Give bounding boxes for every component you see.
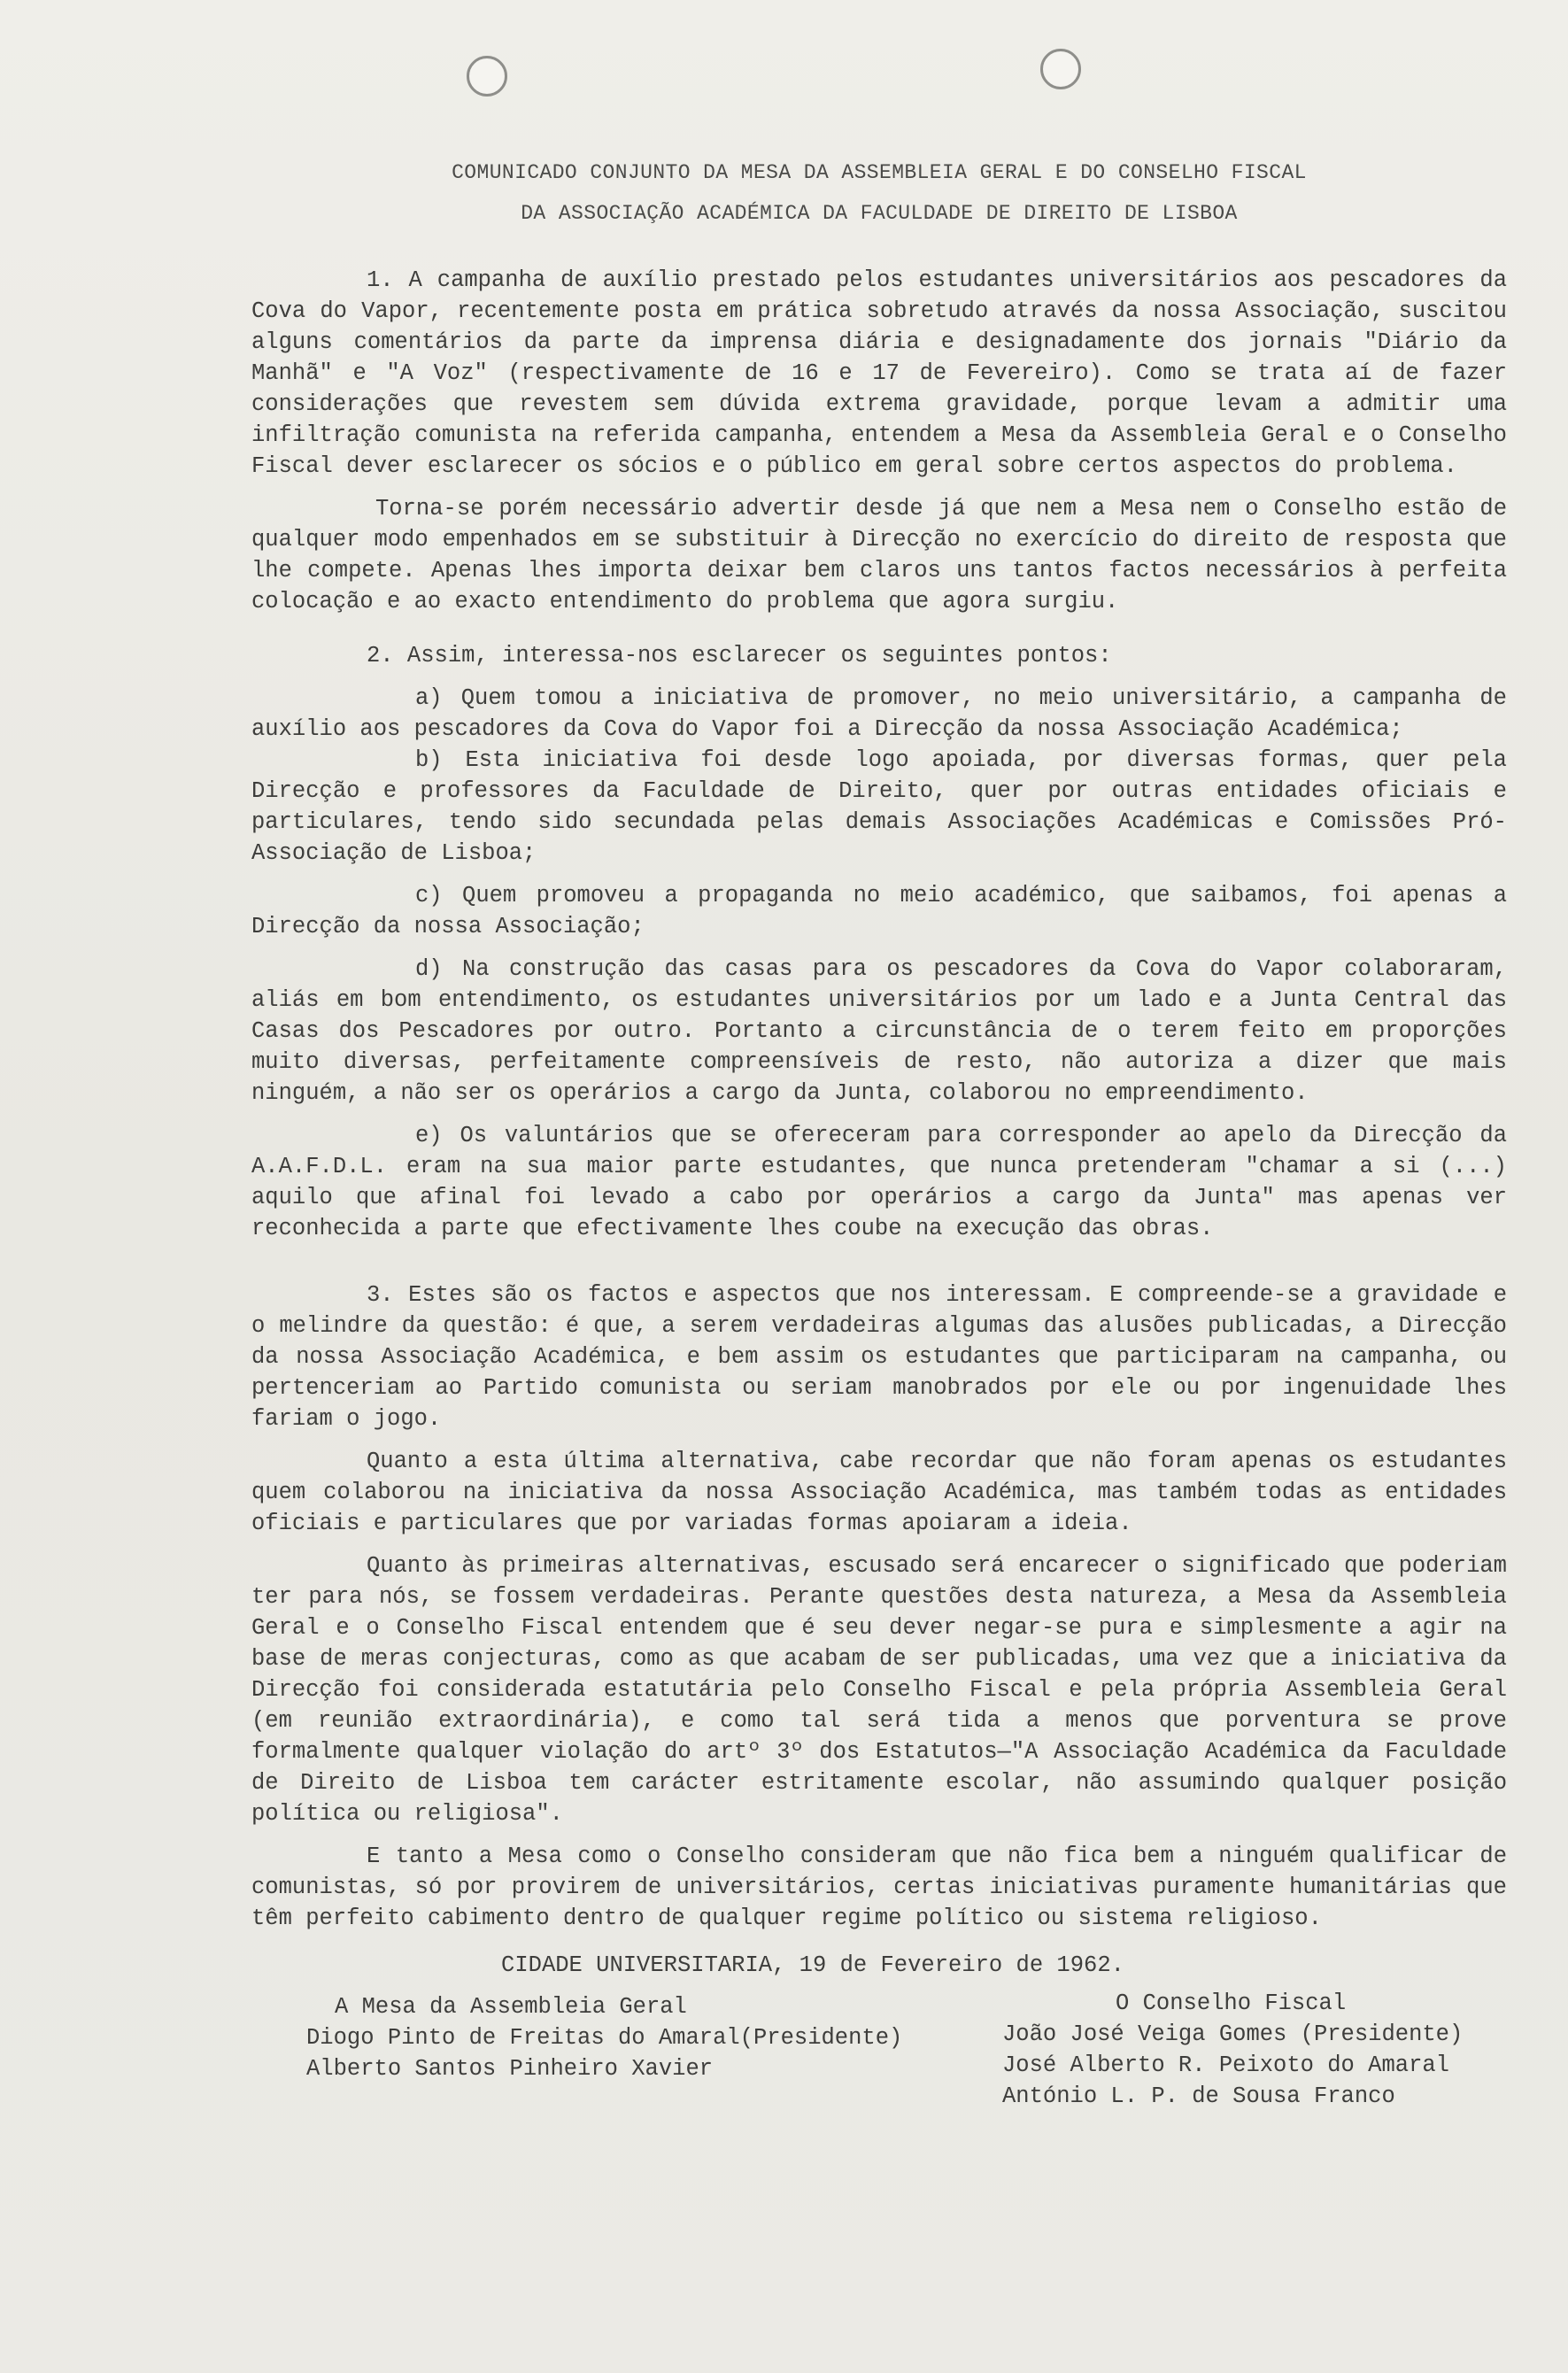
conselho-heading: O Conselho Fiscal [1116, 1990, 1347, 2016]
paragraph-1: 1. A campanha de auxílio prestado pelos estudantes universitários aos pescadores da Cova do Vapor, recentemente posta em prática sobretudo através da nossa Associação, suscitou alguns comentários da parte da imprensa diária e designadamente dos jornais "Diário da Manhã" e "A Voz" (respectivamente de 16 e 17 de Fevereiro). Como se trata aí de fazer considerações que revestem sem dúvida extrema gravidade, porque levam a admitir uma infiltração comunista na referida campanha, entendem a Mesa da Assembleia Geral e o Conselho Fiscal dever esclarecer os sócios e o público em geral sobre certos aspectos do problema. [251, 267, 1507, 479]
signature-block [251, 1991, 1507, 2160]
document-body [251, 158, 1507, 2160]
item-b: b) Esta iniciativa foi desde logo apoiada, por diversas formas, quer pela Direcção e professores da Faculdade de Direito, quer por outras entidades oficiais e particulares, tendo sido secundada pelas demais Associações Académicas e Comissões Pró-Associação de Lisboa; [251, 747, 1507, 866]
paragraph-3: 2. Assim, interessa-nos esclarecer os seguintes pontos: [367, 643, 1112, 669]
item-d: d) Na construção das casas para os pescadores da Cova do Vapor colaboraram, aliás em bom entendimento, os estudantes universitários por um lado e a Junta Central das Casas dos Pescadores por outro. Portanto a circunstância de o terem feito em proporções muito diversas, perfeitamente compreensíveis de resto, não autoriza a dizer que mais ninguém, a não ser os operários a cargo da Junta, colaborou no empreendimento. [251, 956, 1507, 1106]
title-line-1: COMUNICADO CONJUNTO DA MESA DA ASSEMBLEIA GERAL E DO CONSELHO FISCAL [452, 161, 1307, 184]
item-a: a) Quem tomou a iniciativa de promover, no meio universitário, a campanha de auxílio aos pescadores da Cova do Vapor foi a Direcção da nossa Associação Académica; [251, 685, 1507, 742]
paragraph-5: Quanto a esta última alternativa, cabe recordar que não foram apenas os estudantes quem colaborou na iniciativa da nossa Associação Académica, mas também todas as entidades oficiais e particulares que por variadas formas apoiaram a ideia. [251, 1449, 1507, 1536]
mesa-heading: A Mesa da Assembleia Geral [335, 1994, 687, 2020]
conselho-signatory-1: João José Veiga Gomes (Presidente) [1002, 2021, 1464, 2047]
conselho-signatory-3: António L. P. de Sousa Franco [1002, 2083, 1395, 2109]
paragraph-7: E tanto a Mesa como o Conselho consideram que não fica bem a ninguém qualificar de comunistas, só por provirem de universitários, certas iniciativas puramente humanitárias que têm perfeito cabimento dentro de qualquer regime político ou sistema religioso. [251, 1844, 1507, 1931]
paragraph-2: Torna-se porém necessário advertir desde já que nem a Mesa nem o Conselho estão de qualquer modo empenhados em se substituir à Direcção no exercício do direito de resposta que lhe compete. Apenas lhes importa deixar bem claros uns tantos factos necessários à perfeita colocação e ao exacto entendimento do problema que agora surgiu. [251, 496, 1507, 615]
item-c: c) Quem promoveu a propaganda no meio académico, que saibamos, foi apenas a Direcção da nossa Associação; [251, 883, 1507, 939]
signatures-mesa [306, 1991, 902, 2084]
punch-hole-left [467, 56, 507, 97]
document-title [251, 158, 1507, 229]
title-line-2: DA ASSOCIAÇÃO ACADÉMICA DA FACULDADE DE DIREITO DE LISBOA [521, 202, 1238, 225]
punch-hole-right [1040, 49, 1081, 89]
signatures-conselho [1002, 1988, 1463, 2112]
mesa-signatory-2: Alberto Santos Pinheiro Xavier [306, 2056, 714, 2082]
place-and-date: CIDADE UNIVERSITARIA, 19 de Fevereiro de 1962. [501, 1952, 1124, 1978]
paragraph-6: Quanto às primeiras alternativas, escusado será encarecer o significado que poderiam ter para nós, se fossem verdadeiras. Perante questões desta natureza, a Mesa da Assembleia Geral e o Conselho Fiscal entendem que é seu dever negar-se pura e simplesmente a agir na base de meras conjecturas, como as que acabam de ser publicadas, uma vez que a iniciativa da Direcção foi considerada estatutária pelo Conselho Fiscal e pela própria Assembleia Geral (em reunião extraordinária), e como tal será tida a menos que porventura se prove formalmente qualquer violação do artº 3º dos Estatutos—"A Associação Académica da Faculdade de Direito de Lisboa tem carácter estritamente escolar, não assumindo qualquer posição política ou religiosa". [251, 1553, 1507, 1827]
item-e: e) Os valuntários que se ofereceram para corresponder ao apelo da Direcção da A.A.F.D.L. eram na sua maior parte estudantes, que nunca pretenderam "chamar a si (...) aquilo que afinal foi levado a cabo por operários a cargo da Junta" mas apenas ver reconhecida a parte que efectivamente lhes coube na execução das obras. [251, 1123, 1507, 1241]
paragraph-4: 3. Estes são os factos e aspectos que nos interessam. E compreende-se a gravidade e o melindre da questão: é que, a serem verdadeiras algumas das alusões publicadas, a Direcção da nossa Associação Académica, e bem assim os estudantes que participaram na campanha, ou pertenceriam ao Partido comunista ou seriam manobrados por ele ou por ingenuidade lhes fariam o jogo. [251, 1282, 1507, 1432]
conselho-signatory-2: José Alberto R. Peixoto do Amaral [1002, 2052, 1449, 2078]
mesa-signatory-1: Diogo Pinto de Freitas do Amaral(Presidente) [306, 2025, 903, 2051]
